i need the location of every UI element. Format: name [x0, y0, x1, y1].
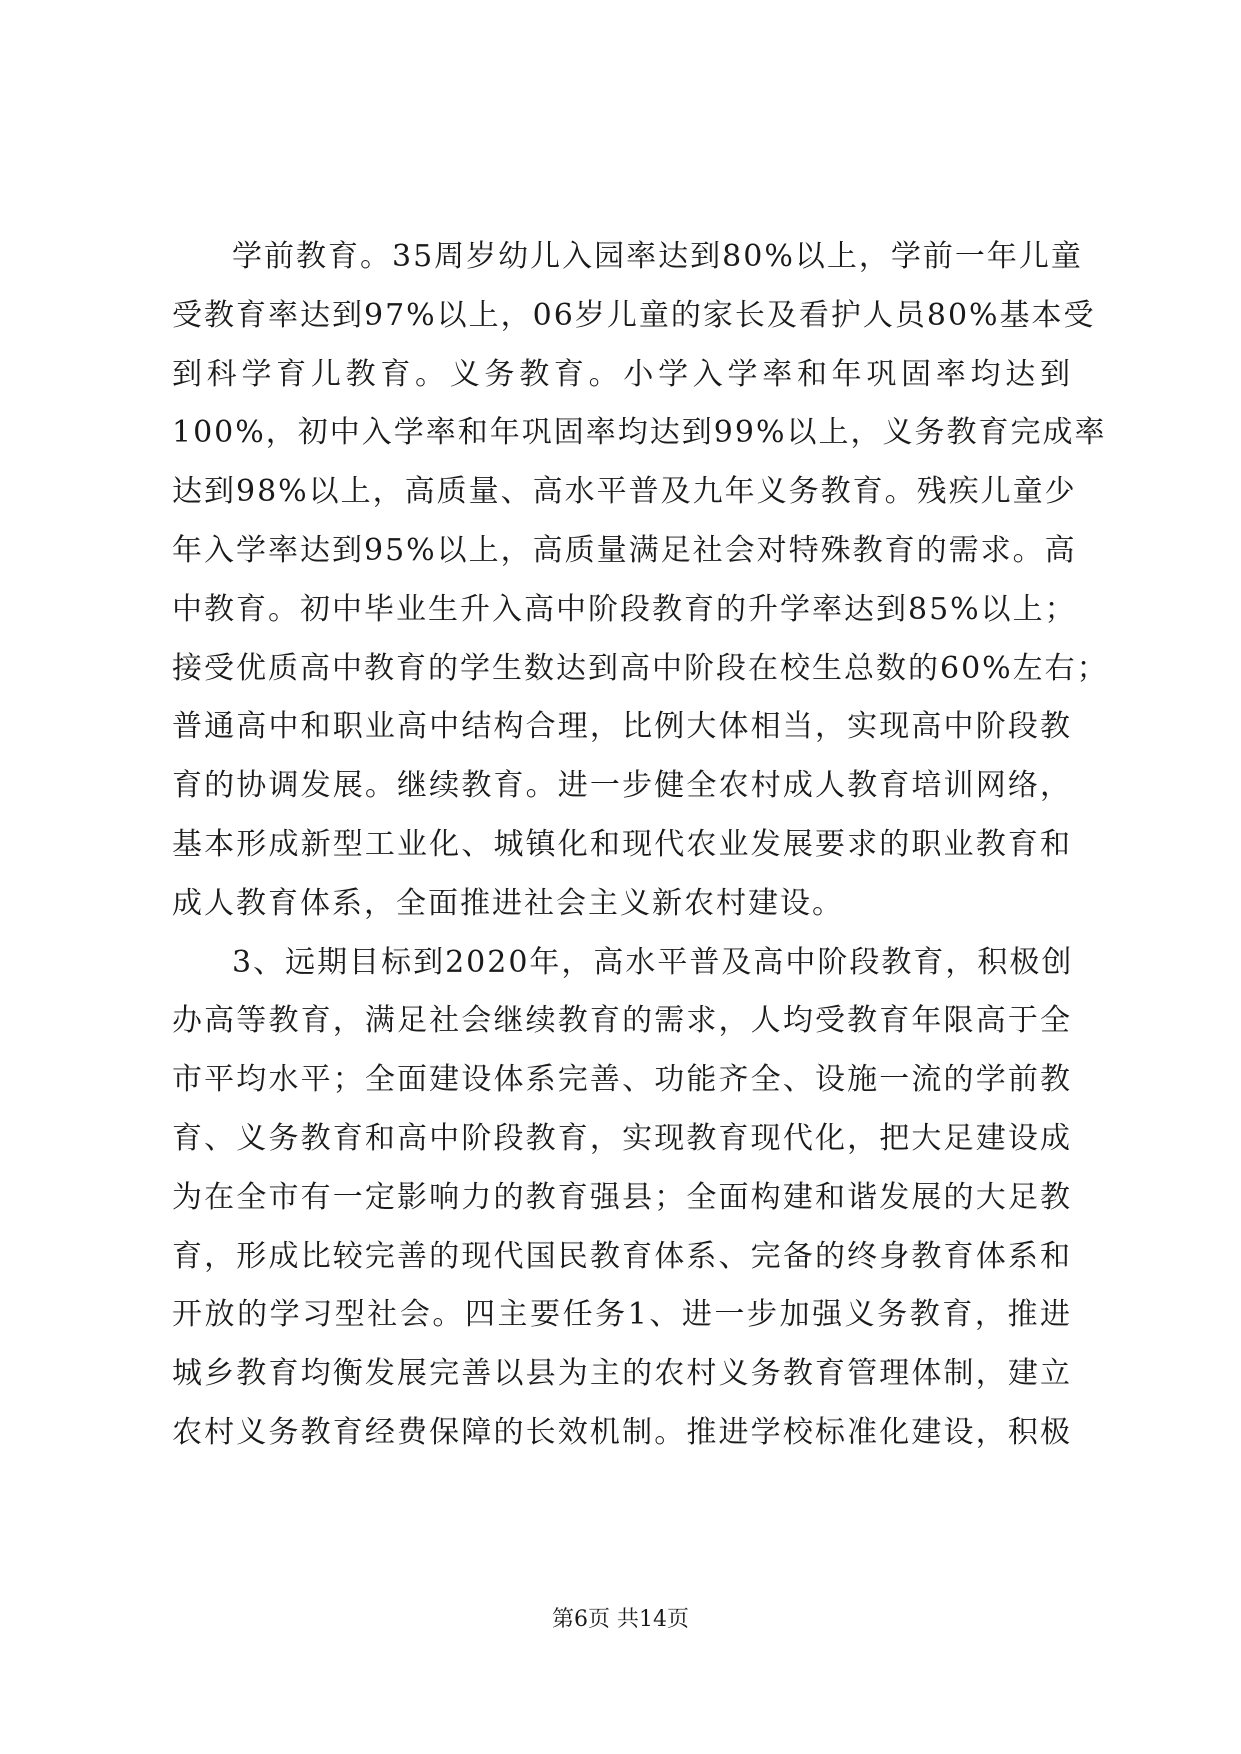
text-line: 农村义务教育经费保障的长效机制。推进学校标准化建设，积极	[172, 1414, 1072, 1450]
text-line: 市平均水平；全面建设体系完善、功能齐全、设施一流的学前教	[172, 1062, 1072, 1098]
paragraph-1	[172, 228, 1109, 934]
text-line: 基本形成新型工业化、城镇化和现代农业发展要求的职业教育和	[172, 826, 1072, 862]
text-line: 接受优质高中教育的学生数达到高中阶段在校生总数的60%左右；	[172, 650, 1109, 686]
text-line: 育的协调发展。继续教育。进一步健全农村成人教育培训网络，	[172, 768, 1072, 804]
document-body	[172, 228, 1109, 1463]
text-line: 为在全市有一定影响力的教育强县；全面构建和谐发展的大足教	[172, 1179, 1072, 1215]
text-line: 育、义务教育和高中阶段教育，实现教育现代化，把大足建设成	[172, 1120, 1072, 1156]
text-line: 成人教育体系，全面推进社会主义新农村建设。	[172, 885, 844, 921]
text-line: 受教育率达到97%以上，06岁儿童的家长及看护人员80%基本受	[172, 297, 1096, 333]
text-line: 到科学育儿教育。义务教育。小学入学率和年巩固率均达到	[172, 356, 1072, 392]
text-line: 城乡教育均衡发展完善以县为主的农村义务教育管理体制，建立	[172, 1356, 1072, 1392]
text-line: 达到98%以上，高质量、高水平普及九年义务教育。残疾儿童少	[172, 474, 1077, 510]
text-line: 中教育。初中毕业生升入高中阶段教育的升学率达到85%以上；	[172, 591, 1077, 627]
paragraph-2	[172, 934, 1072, 1463]
text-line: 办高等教育，满足社会继续教育的需求，人均受教育年限高于全	[172, 1003, 1072, 1039]
text-line: 普通高中和职业高中结构合理，比例大体相当，实现高中阶段教	[172, 709, 1072, 745]
text-line: 年入学率达到95%以上，高质量满足社会对特殊教育的需求。高	[172, 532, 1077, 568]
text-line: 育，形成比较完善的现代国民教育体系、完备的终身教育体系和	[172, 1238, 1072, 1274]
text-line: 开放的学习型社会。四主要任务1、进一步加强义务教育，推进	[172, 1297, 1072, 1333]
text-line: 100%，初中入学率和年巩固率均达到99%以上，义务教育完成率	[172, 415, 1107, 451]
page-number-footer: 第6页 共14页	[552, 1607, 689, 1632]
text-line: 学前教育。35周岁幼儿入园率达到80%以上，学前一年儿童	[232, 239, 1083, 274]
text-line: 3、远期目标到2020年，高水平普及高中阶段教育，积极创	[232, 944, 1074, 980]
